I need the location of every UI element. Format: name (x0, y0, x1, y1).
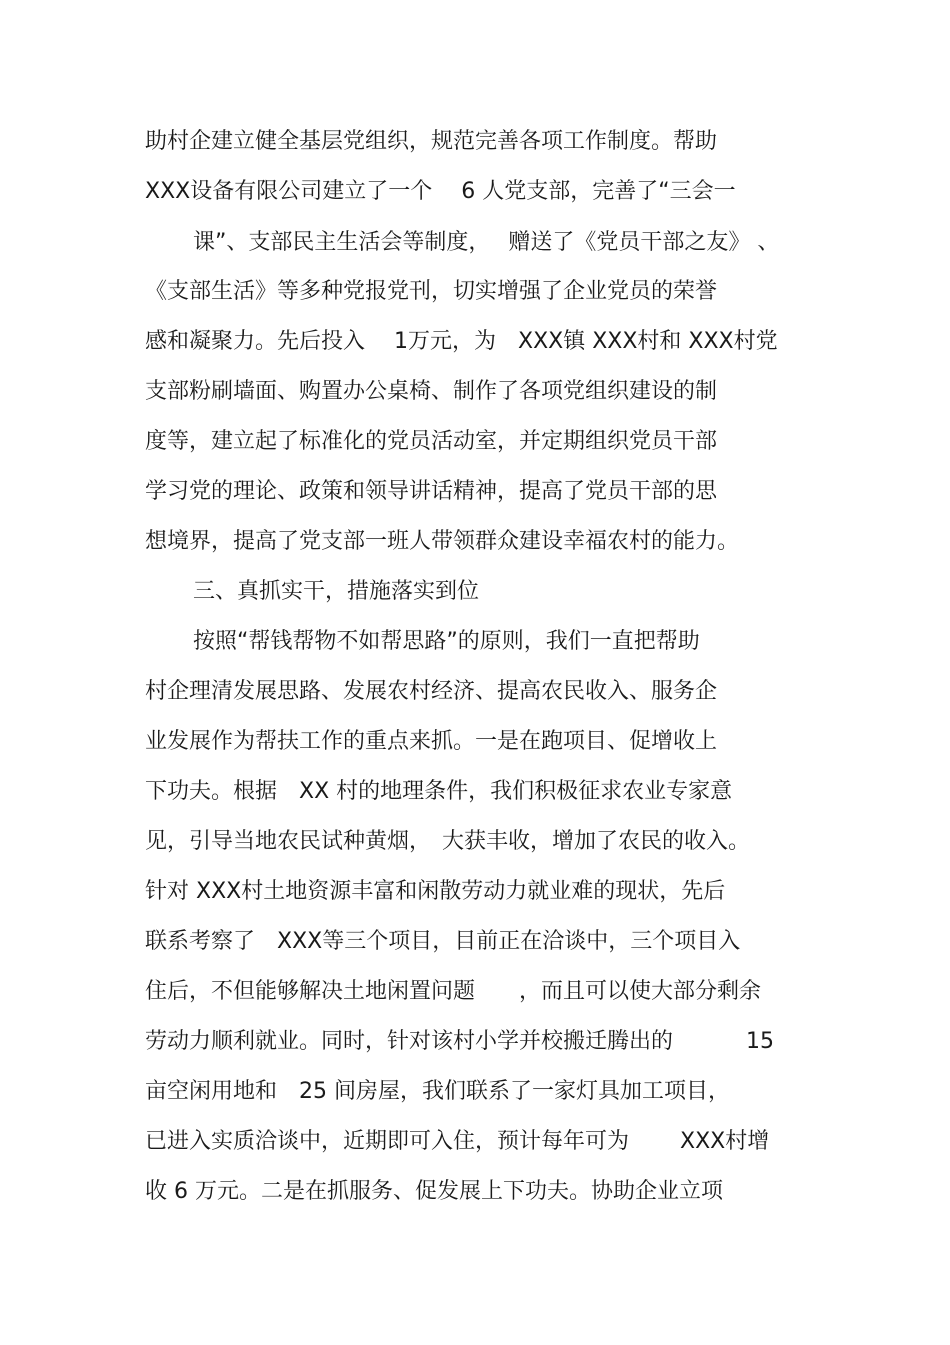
text-line-18: 住后，不但能够解决土地闲置问题 ，而且可以使大部分剩余 (145, 979, 762, 1004)
text-line-14: 下功夫。根据 XX 村的地理条件，我们积极征求农业专家意 (145, 779, 733, 804)
text-line-1: 助村企建立健全基层党组织，规范完善各项工作制度。帮助 (145, 129, 718, 154)
text-line-7: 度等，建立起了标准化的党员活动室，并定期组织党员干部 (145, 429, 718, 454)
text-line-3: 课”、支部民主生活会等制度， 赠送了《党员干部之友》 、 (193, 230, 780, 255)
text-line-13: 业发展作为帮扶工作的重点来抓。一是在跑项目、促增收上 (145, 729, 718, 754)
text-line-5: 感和凝聚力。先后投入 1万元，为 XXX镇 XXX村和 XXX村党 (145, 329, 778, 354)
text-line-22: 收 6 万元。二是在抓服务、促发展上下功夫。协助企业立项 (145, 1179, 723, 1204)
text-line-15: 见，引导当地农民试种黄烟， 大获丰收，增加了农民的收入。 (145, 829, 751, 854)
text-line-6: 支部粉刷墙面、购置办公桌椅、制作了各项党组织建设的制 (145, 379, 718, 404)
text-line-12: 村企理清发展思路、发展农村经济、提高农民收入、服务企 (145, 679, 718, 704)
text-line-19: 劳动力顺利就业。同时，针对该村小学并校搬迁腾出的 15 (145, 1029, 774, 1054)
text-line-8: 学习党的理论、政策和领导讲话精神，提高了党员干部的思 (145, 479, 718, 504)
text-line-16: 针对 XXX村土地资源丰富和闲散劳动力就业难的现状，先后 (145, 879, 726, 904)
section-heading: 三、真抓实干，措施落实到位 (193, 579, 480, 604)
text-line-17: 联系考察了 XXX等三个项目，目前正在洽谈中，三个项目入 (145, 929, 741, 954)
text-line-21: 已进入实质洽谈中，近期即可入住，预计每年可为 XXX村增 (145, 1129, 770, 1154)
text-line-4: 《支部生活》等多种党报党刊，切实增强了企业党员的荣誉 (145, 279, 718, 304)
text-line-11: 按照“帮钱帮物不如帮思路”的原则，我们一直把帮助 (193, 629, 700, 654)
text-line-2: XXX设备有限公司建立了一个 6 人党支部，完善了“三会一 (145, 179, 736, 204)
text-line-9: 想境界，提高了党支部一班人带领群众建设幸福农村的能力。 (145, 529, 740, 554)
text-line-20: 亩空闲用地和 25 间房屋，我们联系了一家灯具加工项目， (145, 1079, 730, 1104)
